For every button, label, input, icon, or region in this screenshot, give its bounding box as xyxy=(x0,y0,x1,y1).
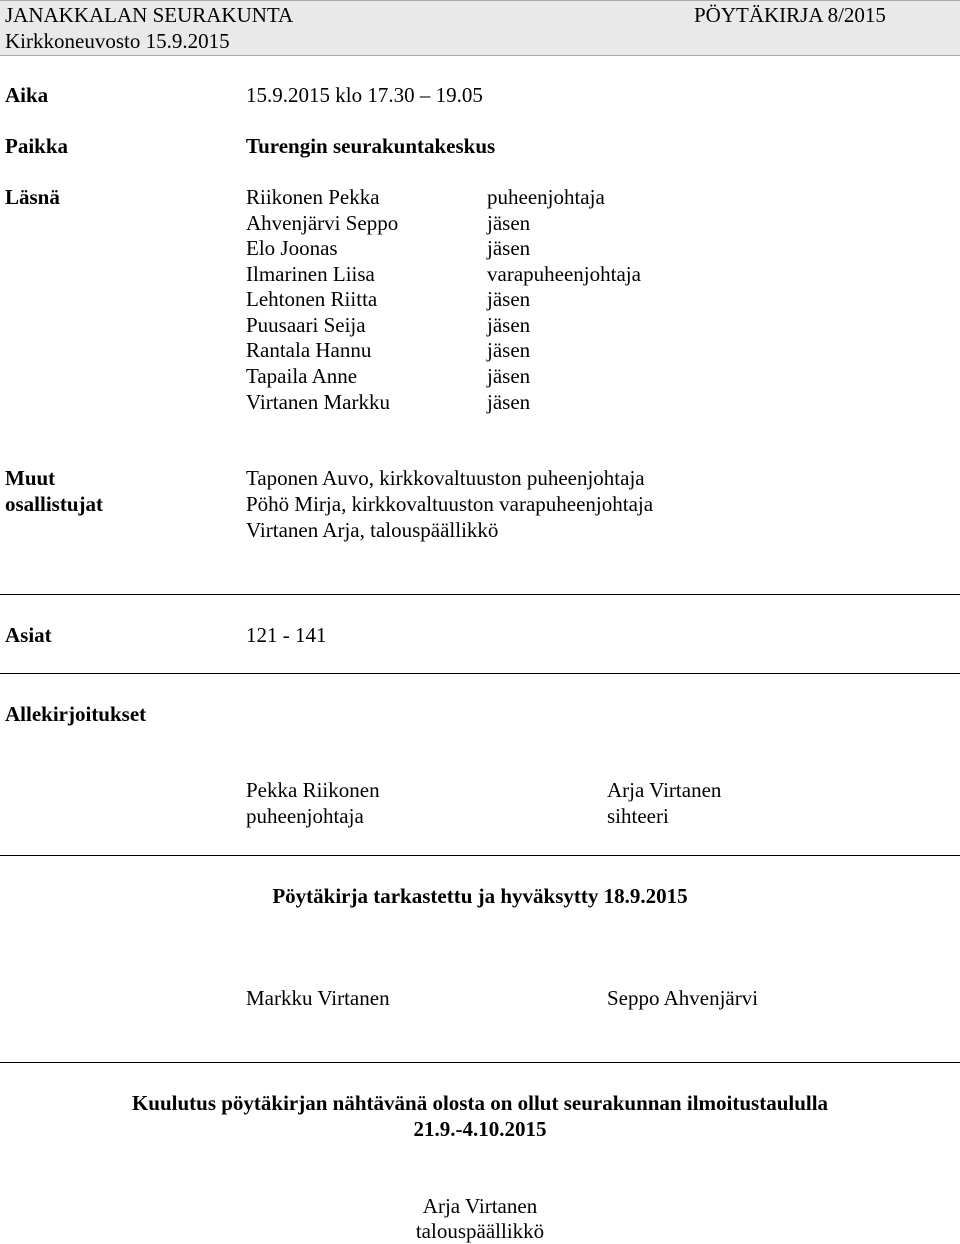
attendee-name: Riikonen Pekka xyxy=(246,185,380,209)
time-label: Aika xyxy=(5,83,49,107)
attendee-row xyxy=(0,363,960,389)
other-participant: Virtanen Arja, talouspäällikkö xyxy=(246,518,499,542)
reviewer-name: Markku Virtanen xyxy=(246,986,390,1010)
attendee-name: Puusaari Seija xyxy=(246,313,366,337)
attendee-role: varapuheenjohtaja xyxy=(487,262,641,286)
divider xyxy=(0,673,960,674)
secretary-signature-title: sihteeri xyxy=(607,804,669,828)
attendee-name: Elo Joonas xyxy=(246,236,338,260)
attendee-row xyxy=(0,286,960,312)
attendee-role: jäsen xyxy=(487,364,531,388)
place-value: Turengin seurakuntakeskus xyxy=(246,134,496,158)
notice-signer-name: Arja Virtanen xyxy=(422,1194,538,1218)
notice-dates: 21.9.-4.10.2015 xyxy=(413,1117,547,1141)
review-heading: Pöytäkirja tarkastettu ja hyväksytty 18.9.2015 xyxy=(272,884,688,908)
attendee-role: jäsen xyxy=(487,236,531,260)
meeting-body-date: Kirkkoneuvosto 15.9.2015 xyxy=(5,29,230,53)
matters-value: 121 - 141 xyxy=(246,623,327,647)
attendee-name: Tapaila Anne xyxy=(246,364,358,388)
attendance-label: Läsnä xyxy=(5,185,60,209)
attendee-row xyxy=(0,210,960,236)
notice-signer-title: talouspäällikkö xyxy=(415,1219,545,1243)
secretary-signature-name: Arja Virtanen xyxy=(607,778,722,802)
attendee-role: jäsen xyxy=(487,313,531,337)
attendee-name: Ilmarinen Liisa xyxy=(246,262,375,286)
divider xyxy=(0,855,960,856)
reviewer-name: Seppo Ahvenjärvi xyxy=(607,986,759,1010)
divider xyxy=(0,594,960,595)
attendee-name: Rantala Hannu xyxy=(246,338,372,362)
attendee-role: puheenjohtaja xyxy=(487,185,605,209)
other-participant: Taponen Auvo, kirkkovaltuuston puheenjohtaja xyxy=(246,466,645,490)
organization-name: JANAKKALAN SEURAKUNTA xyxy=(5,3,294,27)
attendee-row xyxy=(0,261,960,287)
time-value: 15.9.2015 klo 17.30 – 19.05 xyxy=(246,83,483,107)
other-participants-label-line1: Muut xyxy=(5,466,56,490)
place-label: Paikka xyxy=(5,134,69,158)
chair-signature-title: puheenjohtaja xyxy=(246,804,364,828)
signatures-label: Allekirjoitukset xyxy=(5,702,147,726)
chair-signature-name: Pekka Riikonen xyxy=(246,778,380,802)
attendee-row xyxy=(0,337,960,363)
attendee-row xyxy=(0,235,960,261)
attendee-role: jäsen xyxy=(487,211,531,235)
divider xyxy=(0,1062,960,1063)
attendee-name: Lehtonen Riitta xyxy=(246,287,378,311)
matters-label: Asiat xyxy=(5,623,52,647)
attendee-role: jäsen xyxy=(487,390,531,414)
attendee-row xyxy=(0,389,960,415)
other-participants-label-line2: osallistujat xyxy=(5,492,104,516)
attendee-row xyxy=(0,312,960,338)
attendee-name: Virtanen Markku xyxy=(246,390,390,414)
attendee-role: jäsen xyxy=(487,287,531,311)
attendee-role: jäsen xyxy=(487,338,531,362)
document-title: PÖYTÄKIRJA 8/2015 xyxy=(694,3,886,27)
other-participant: Pöhö Mirja, kirkkovaltuuston varapuheenjohtaja xyxy=(246,492,654,516)
attendee-row xyxy=(0,184,960,210)
attendee-name: Ahvenjärvi Seppo xyxy=(246,211,399,235)
notice-text: Kuulutus pöytäkirjan nähtävänä olosta on ollut seurakunnan ilmoitustaululla xyxy=(131,1091,829,1115)
